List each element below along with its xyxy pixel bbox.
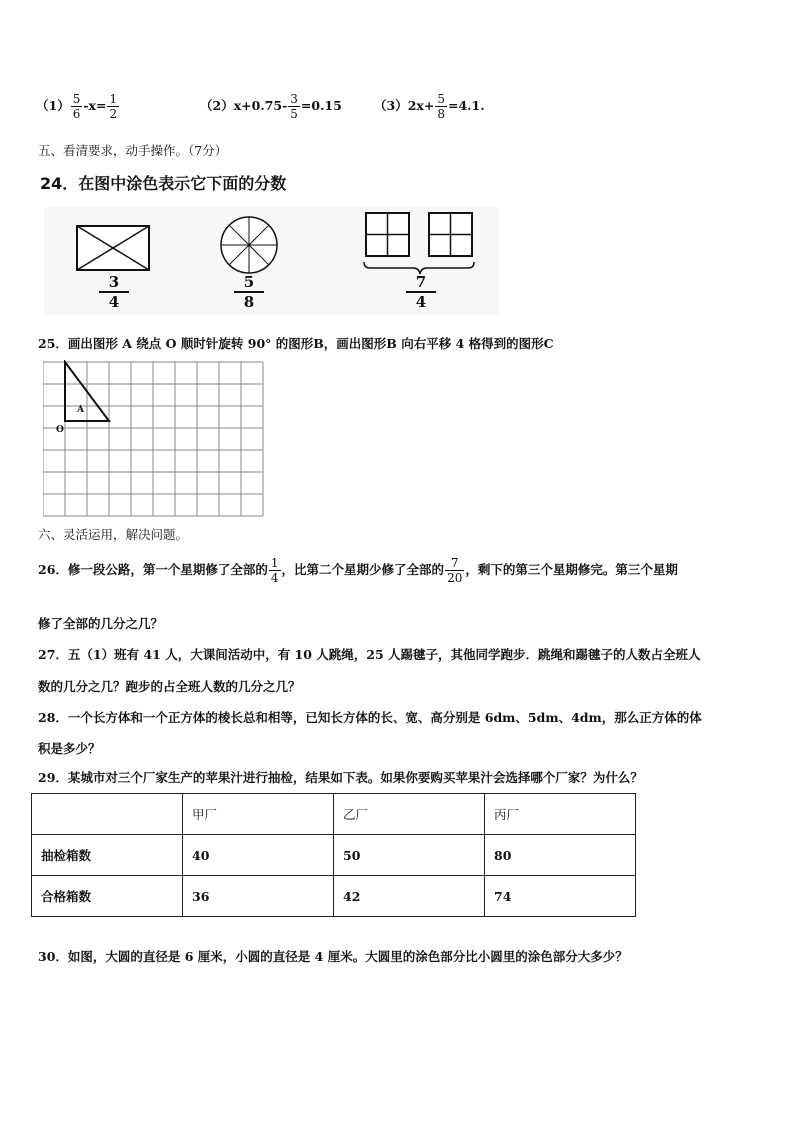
table-cell: 42 [334,876,485,917]
q28-line-1: 28．一个长方体和一个正方体的棱长总和相等，已知长方体的长、宽、高分别是 6dm、5dm、4dm，那么正方体的体 [38,710,702,725]
table-cell: 甲厂 [183,794,334,835]
equation-1: （1） $\frac{5}{6}$ -x= $\frac{1}{2}$ [36,92,118,121]
table-cell: 丙厂 [485,794,636,835]
table-cell: 乙厂 [334,794,485,835]
q30-text: 30．如图，大圆的直径是 6 厘米，小圆的直径是 4 厘米。大圆里的涂色部分比小圆里的涂色部分大多少？ [38,949,628,964]
q27-line-2: 数的几分之几？跑步的占全班人数的几分之几？ [38,679,301,694]
q28-line-2: 积是多少？ [38,741,101,756]
q26-line-1: 26．修一段公路，第一个星期修了全部的 $\frac{1}{4}$ ，比第二个星期少修了全部的 $\frac{7}{20}$ ，剩下的第三个星期修完。第三个星期 [38,556,678,585]
table-cell: 80 [485,835,636,876]
equation-3: （3）2x+ $\frac{5}{8}$ =4.1. [374,92,485,121]
fraction-7-4: $\frac{7}{4}$ [406,273,436,311]
table-cell: 36 [183,876,334,917]
table-cell: 40 [183,835,334,876]
q25-text: 25．画出图形 A 绕点 O 顺时针旋转 90° 的图形B，画出图形B 向右平移 4 格得到的图形C [38,336,554,351]
equation-2: （2）x+0.75- $\frac{3}{5}$ =0.15 [200,92,342,121]
table-header-row [32,794,636,835]
fraction-3-4: $\frac{3}{4}$ [99,273,129,311]
point-o-label: O [56,425,64,435]
table-row [32,835,636,876]
table-cell: 50 [334,835,485,876]
squares-figure [364,213,474,274]
grid-paper [43,360,268,520]
shape-a-label: A [77,405,84,415]
q27-line-1: 27．五（1）班有 41 人，大课间活动中，有 10 人跳绳，25 人踢毽子，其他同学跑步．跳绳和踢毽子的人数占全班人 [38,647,701,662]
q24-figure-panel [44,207,499,315]
table-row [32,876,636,917]
q25-grid [43,360,268,520]
section-5-heading: 五、看清要求，动手操作。（7分） [38,143,228,158]
table-cell: 合格箱数 [32,876,183,917]
q29-text: 29．某城市对三个厂家生产的苹果汁进行抽检，结果如下表。如果你要购买苹果汁会选择哪个厂家？为什么？ [38,770,643,785]
table-cell: 74 [485,876,636,917]
section-6-heading: 六、灵活运用，解决问题。 [38,527,189,542]
fraction-5-8: $\frac{5}{8}$ [234,273,264,311]
table-cell [32,794,183,835]
table-cell: 抽检箱数 [32,835,183,876]
rectangle-figure [77,226,149,270]
apple-juice-table [31,793,636,917]
q24-title: 24．在图中涂色表示它下面的分数 [40,174,287,193]
circle-figure [221,217,277,273]
q26-line-2: 修了全部的几分之几？ [38,616,164,631]
